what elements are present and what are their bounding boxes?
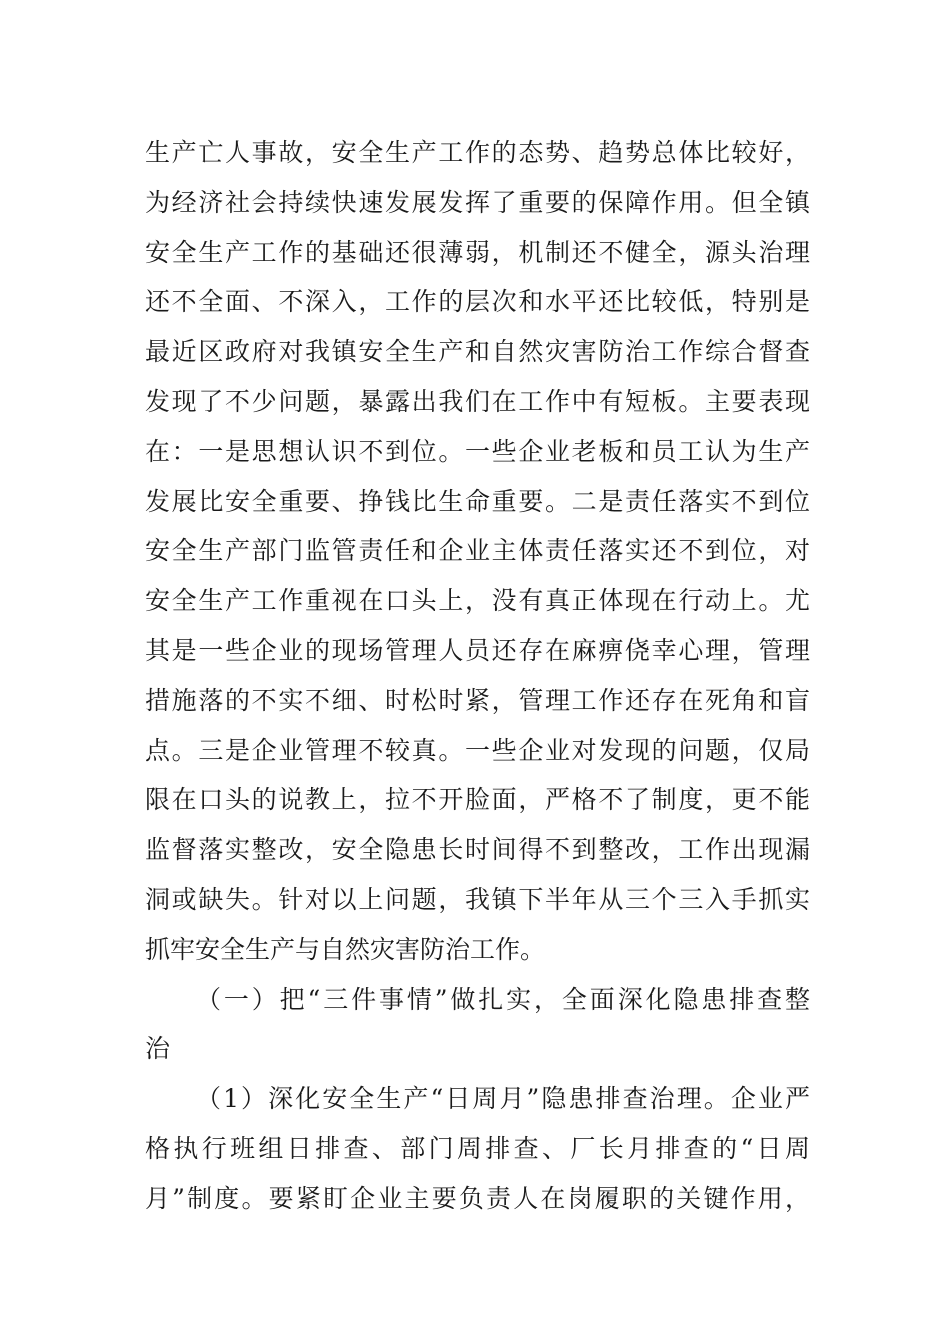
text-line: 治 xyxy=(145,1034,171,1064)
text-line: （1）深化安全生产“日周月”隐患排查治理。企业严 xyxy=(196,1084,810,1114)
text-line: 生产亡人事故，安全生产工作的态势、趋势总体比较好， xyxy=(145,138,810,167)
text-line: 安全生产工作的基础还很薄弱，机制还不健全，源头治理 xyxy=(145,237,810,267)
text-line: 限在口头的说教上，拉不开脸面，严格不了制度，更不能 xyxy=(145,785,810,815)
text-line: 抓牢安全生产与自然灾害防治工作。 xyxy=(145,934,546,964)
text-line: 还不全面、不深入，工作的层次和水平还比较低，特别是 xyxy=(145,287,810,317)
text-line: 监督落实整改，安全隐患长时间得不到整改，工作出现漏 xyxy=(145,835,810,865)
document-body-text xyxy=(145,128,810,1224)
text-line: 点。三是企业管理不较真。一些企业对发现的问题，仅局 xyxy=(145,735,810,765)
text-line: 月”制度。要紧盯企业主要负责人在岗履职的关键作用， xyxy=(145,1183,810,1213)
text-line: （一）把“三件事情”做扎实，全面深化隐患排查整 xyxy=(196,984,810,1014)
text-line: 措施落的不实不细、时松时紧，管理工作还存在死角和盲 xyxy=(145,685,810,715)
text-line: 发现了不少问题，暴露出我们在工作中有短板。主要表现 xyxy=(145,386,810,416)
text-line: 最近区政府对我镇安全生产和自然灾害防治工作综合督查 xyxy=(145,337,810,367)
text-line: 洞或缺失。针对以上问题，我镇下半年从三个三入手抓实 xyxy=(145,884,810,914)
text-line: 其是一些企业的现场管理人员还存在麻痹侥幸心理，管理 xyxy=(145,635,810,665)
text-line: 发展比安全重要、挣钱比生命重要。二是责任落实不到位 xyxy=(145,486,810,516)
text-line: 安全生产部门监管责任和企业主体责任落实还不到位，对 xyxy=(145,536,810,566)
text-line: 为经济社会持续快速发展发挥了重要的保障作用。但全镇 xyxy=(145,187,810,217)
text-line: 格执行班组日排查、部门周排查、厂长月排查的“日周 xyxy=(145,1133,810,1163)
text-line: 在：一是思想认识不到位。一些企业老板和员工认为生产 xyxy=(145,436,810,466)
text-line: 安全生产工作重视在口头上，没有真正体现在行动上。尤 xyxy=(145,586,810,616)
